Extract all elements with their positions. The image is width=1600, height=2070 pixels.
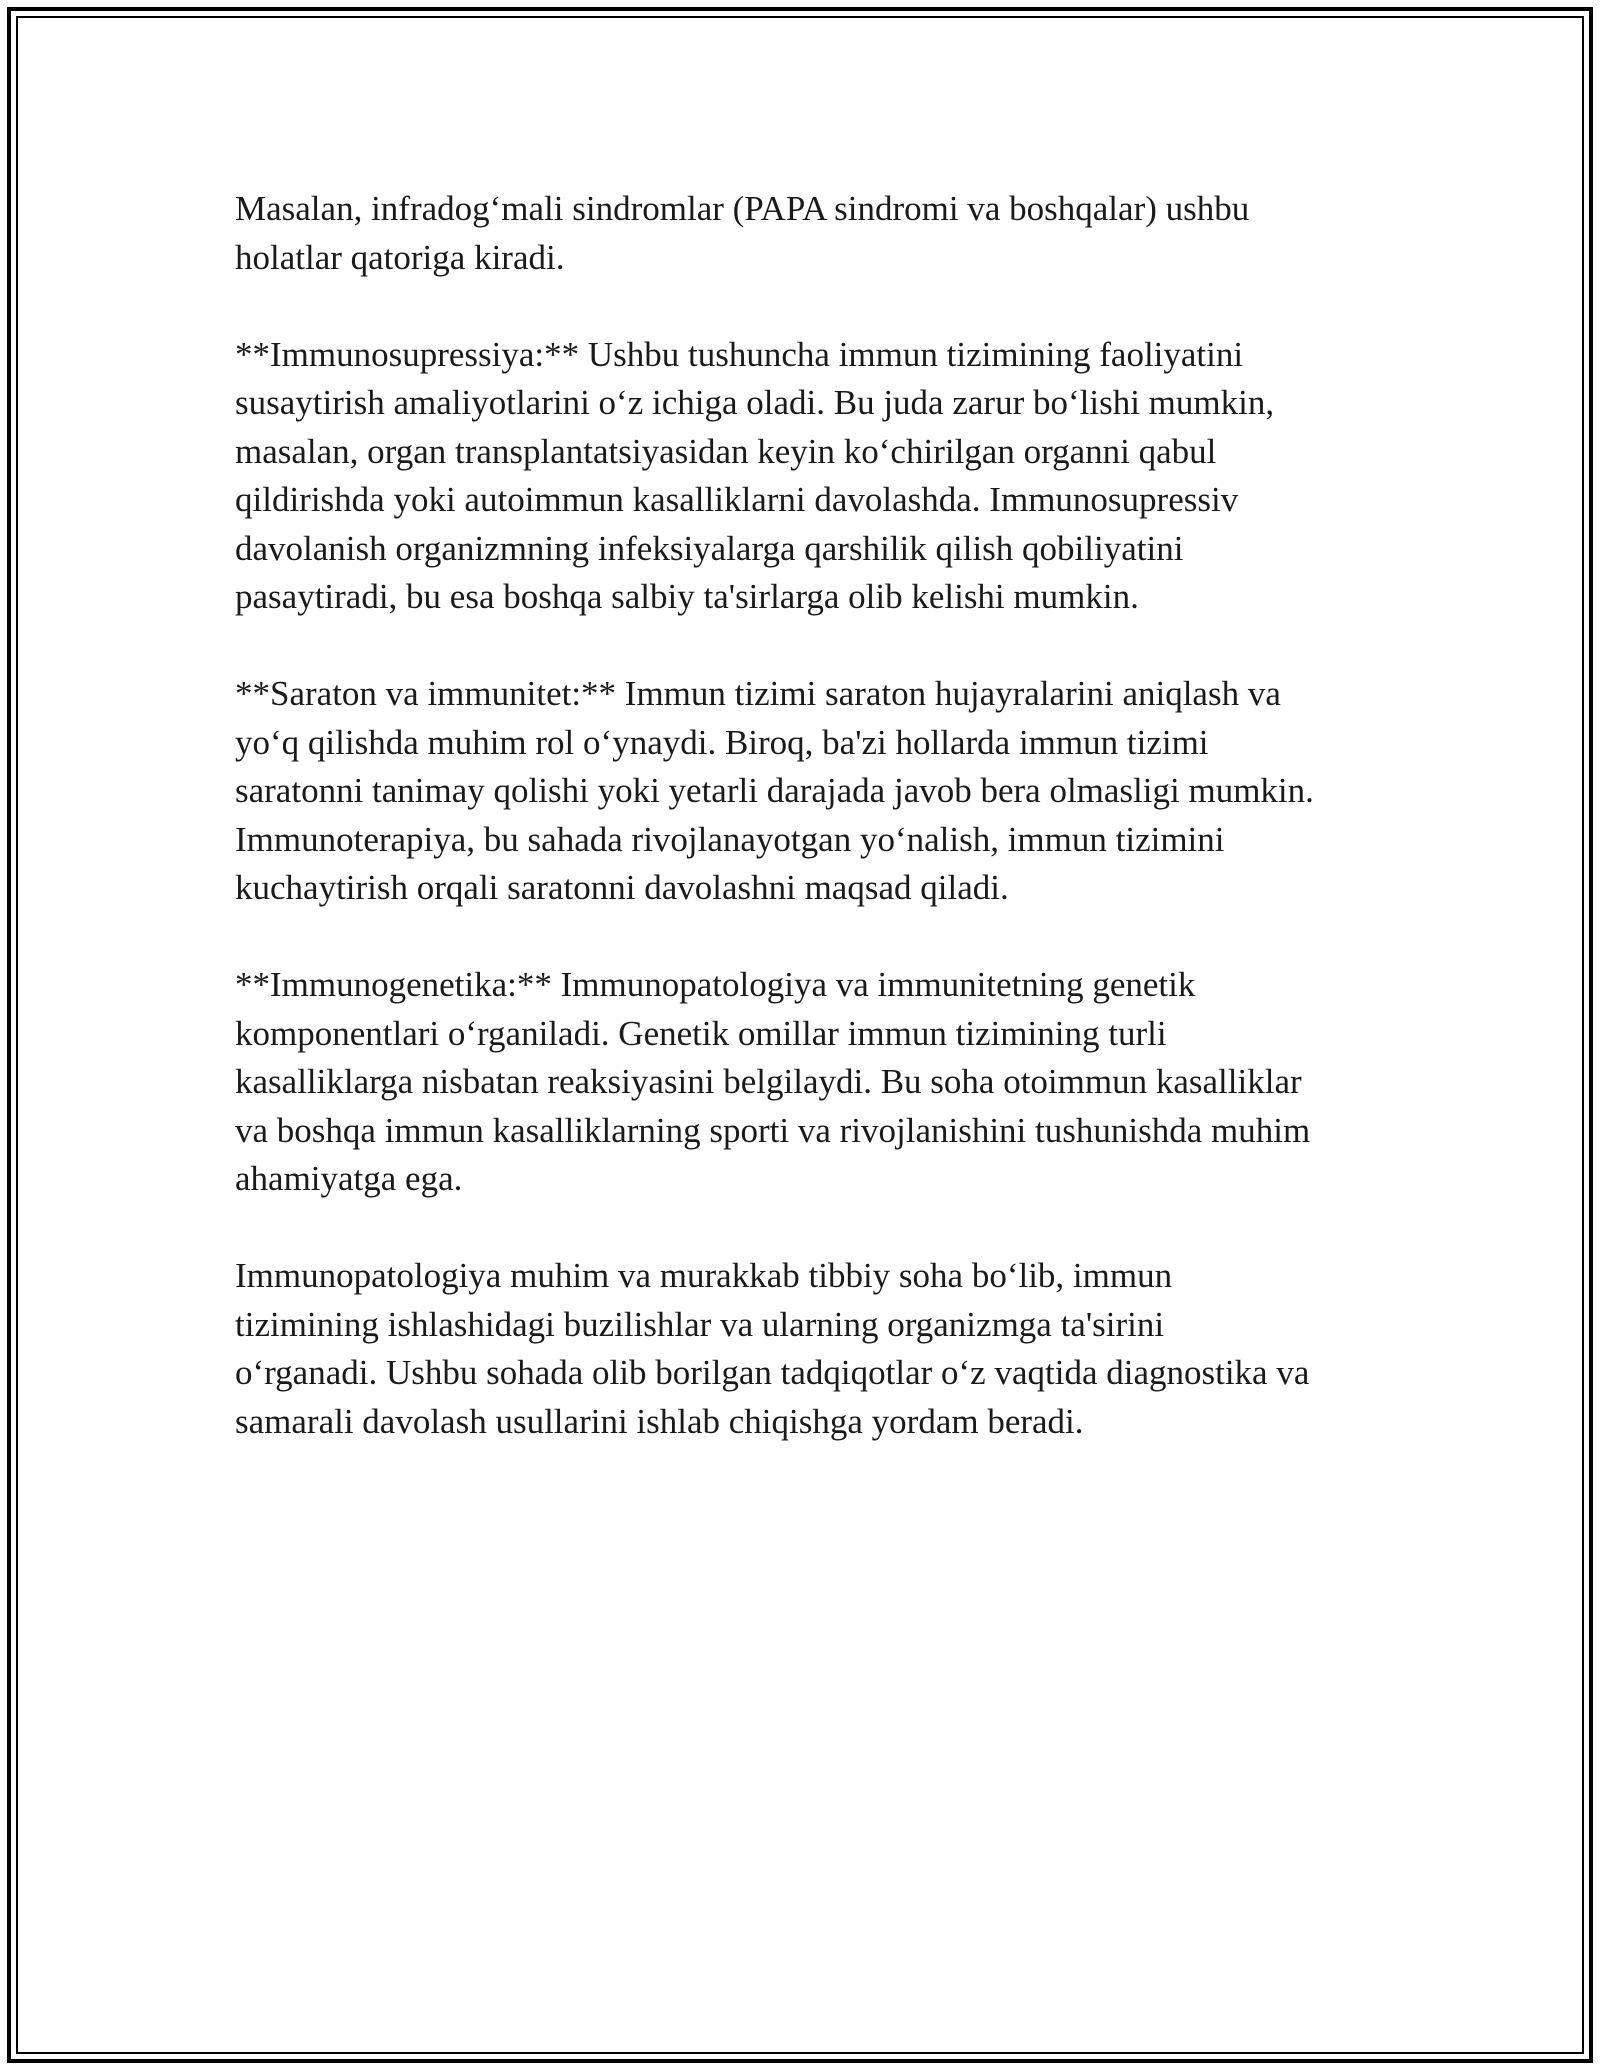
- paragraph-saraton-va-immunitet: **Saraton va immunitet:** Immun tizimi saraton hujayralarini aniqlash va yo‘q qilishda muhim rol o‘ynaydi. Biroq, ba'zi hollarda immun tizimi saratonni tanimay qolishi yoki yetarli darajada javob bera olmasligi mumkin. Immunoterapiya, bu sahada rivojlanayotgan yo‘nalish, immun tizimini kuchaytirish orqali saratonni davolashni maqsad qiladi.: [235, 674, 1314, 907]
- paragraph-conclusion: Immunopatologiya muhim va murakkab tibbiy soha bo‘lib, immun tizimining ishlashidagi buzilishlar va ularning organizmga ta'sirini o‘rganadi. Ushbu sohada olib borilgan tadqiqotlar o‘z vaqtida diagnostika va samarali davolash usullarini ishlab chiqishga yordam beradi.: [235, 1256, 1310, 1441]
- paragraph-intro: Masalan, infradog‘mali sindromlar (PAPA sindromi va boshqalar) ushbu holatlar qatoriga kiradi.: [235, 189, 1250, 277]
- document-body: [235, 185, 1385, 1495]
- paragraph-immunosupressiya: **Immunosupressiya:** Ushbu tushuncha immun tizimining faoliyatini susaytirish amaliyotlarini o‘z ichiga oladi. Bu juda zarur bo‘lishi mumkin, masalan, organ transplantatsiyasidan keyin ko‘chirilgan organni qabul qildirishda yoki autoimmun kasalliklarni davolashda. Immunosupressiv davolanish organizmning infeksiyalarga qarshilik qilish qobiliyatini pasaytiradi, bu esa boshqa salbiy ta'sirlarga olib kelishi mumkin.: [235, 334, 1275, 616]
- paragraph-immunogenetika: **Immunogenetika:** Immunopatologiya va immunitetning genetik komponentlari o‘rganiladi. Genetik omillar immun tizimining turli kasalliklarga nisbatan reaksiyasini belgilaydi. Bu soha otoimmun kasalliklar va boshqa immun kasalliklarning sporti va rivojlanishini tushunishda muhim ahamiyatga ega.: [235, 965, 1311, 1198]
